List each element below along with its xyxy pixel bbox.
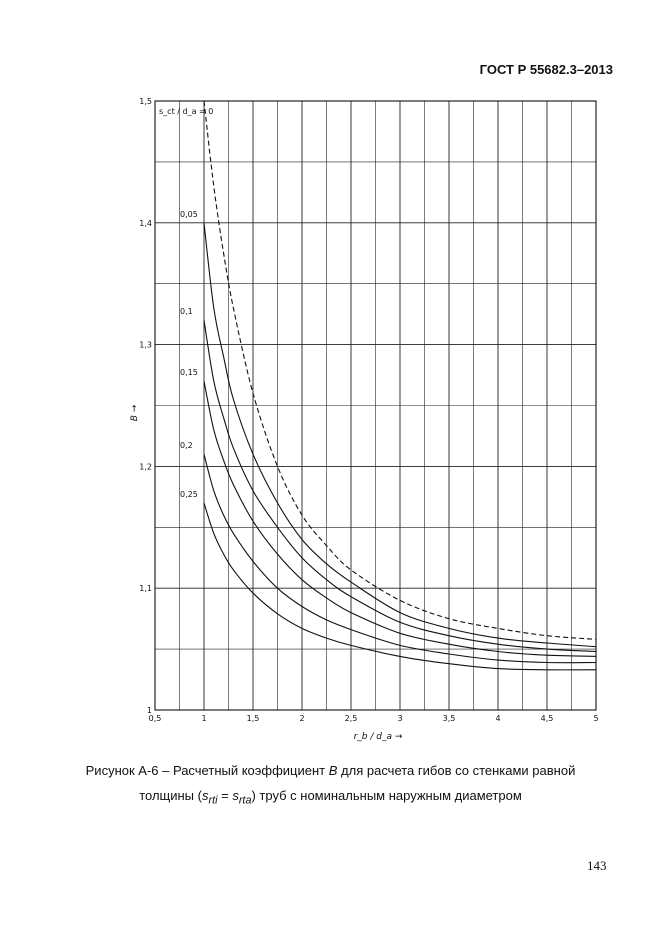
y-tick-label: 1,3 bbox=[139, 340, 152, 350]
series-label: 0,1 bbox=[180, 307, 193, 317]
x-tick-label: 4 bbox=[495, 714, 501, 723]
y-tick-label: 1,5 bbox=[139, 97, 152, 106]
y-tick-label: 1 bbox=[146, 706, 152, 715]
x-tick-label: 1 bbox=[201, 714, 207, 723]
series-label: 0,05 bbox=[180, 209, 198, 219]
x-tick-label: 1,5 bbox=[246, 714, 260, 723]
y-tick-label: 1,1 bbox=[139, 584, 152, 594]
series-label: s_ct / d_a = 0 bbox=[159, 107, 214, 116]
series-label: 0,15 bbox=[180, 368, 198, 378]
y-axis-label: B → bbox=[130, 404, 140, 422]
x-tick-label: 4,5 bbox=[540, 714, 554, 723]
figure-caption-line-1: Рисунок А-6 – Расчетный коэффициент B для расчета гибов со стенками равной bbox=[85, 763, 576, 778]
series-label: 0,2 bbox=[180, 441, 193, 451]
x-axis-label: r_b / d_a → bbox=[353, 732, 403, 742]
x-tick-label: 0,5 bbox=[148, 714, 162, 723]
series-label: 0,25 bbox=[180, 489, 198, 499]
x-tick-label: 3 bbox=[397, 714, 403, 723]
figure-caption-line-2: толщины $(s_{rti} = s_{rta})$ труб с номинальным наружным диаметром bbox=[139, 788, 522, 807]
x-tick-label: 5 bbox=[593, 714, 599, 723]
x-tick-label: 2 bbox=[299, 714, 305, 723]
y-tick-labels bbox=[139, 97, 152, 715]
y-tick-label: 1,4 bbox=[139, 218, 152, 228]
x-tick-label: 3,5 bbox=[442, 714, 456, 723]
y-tick-label: 1,2 bbox=[139, 462, 152, 472]
axis-labels bbox=[130, 404, 403, 742]
series-labels bbox=[159, 107, 213, 499]
document-header: ГОСТ Р 55682.3–2013 bbox=[479, 62, 613, 77]
page-number: 143 bbox=[587, 858, 607, 873]
grid-minor bbox=[155, 101, 596, 710]
x-tick-label: 2,5 bbox=[344, 714, 358, 723]
x-tick-labels bbox=[149, 714, 599, 723]
